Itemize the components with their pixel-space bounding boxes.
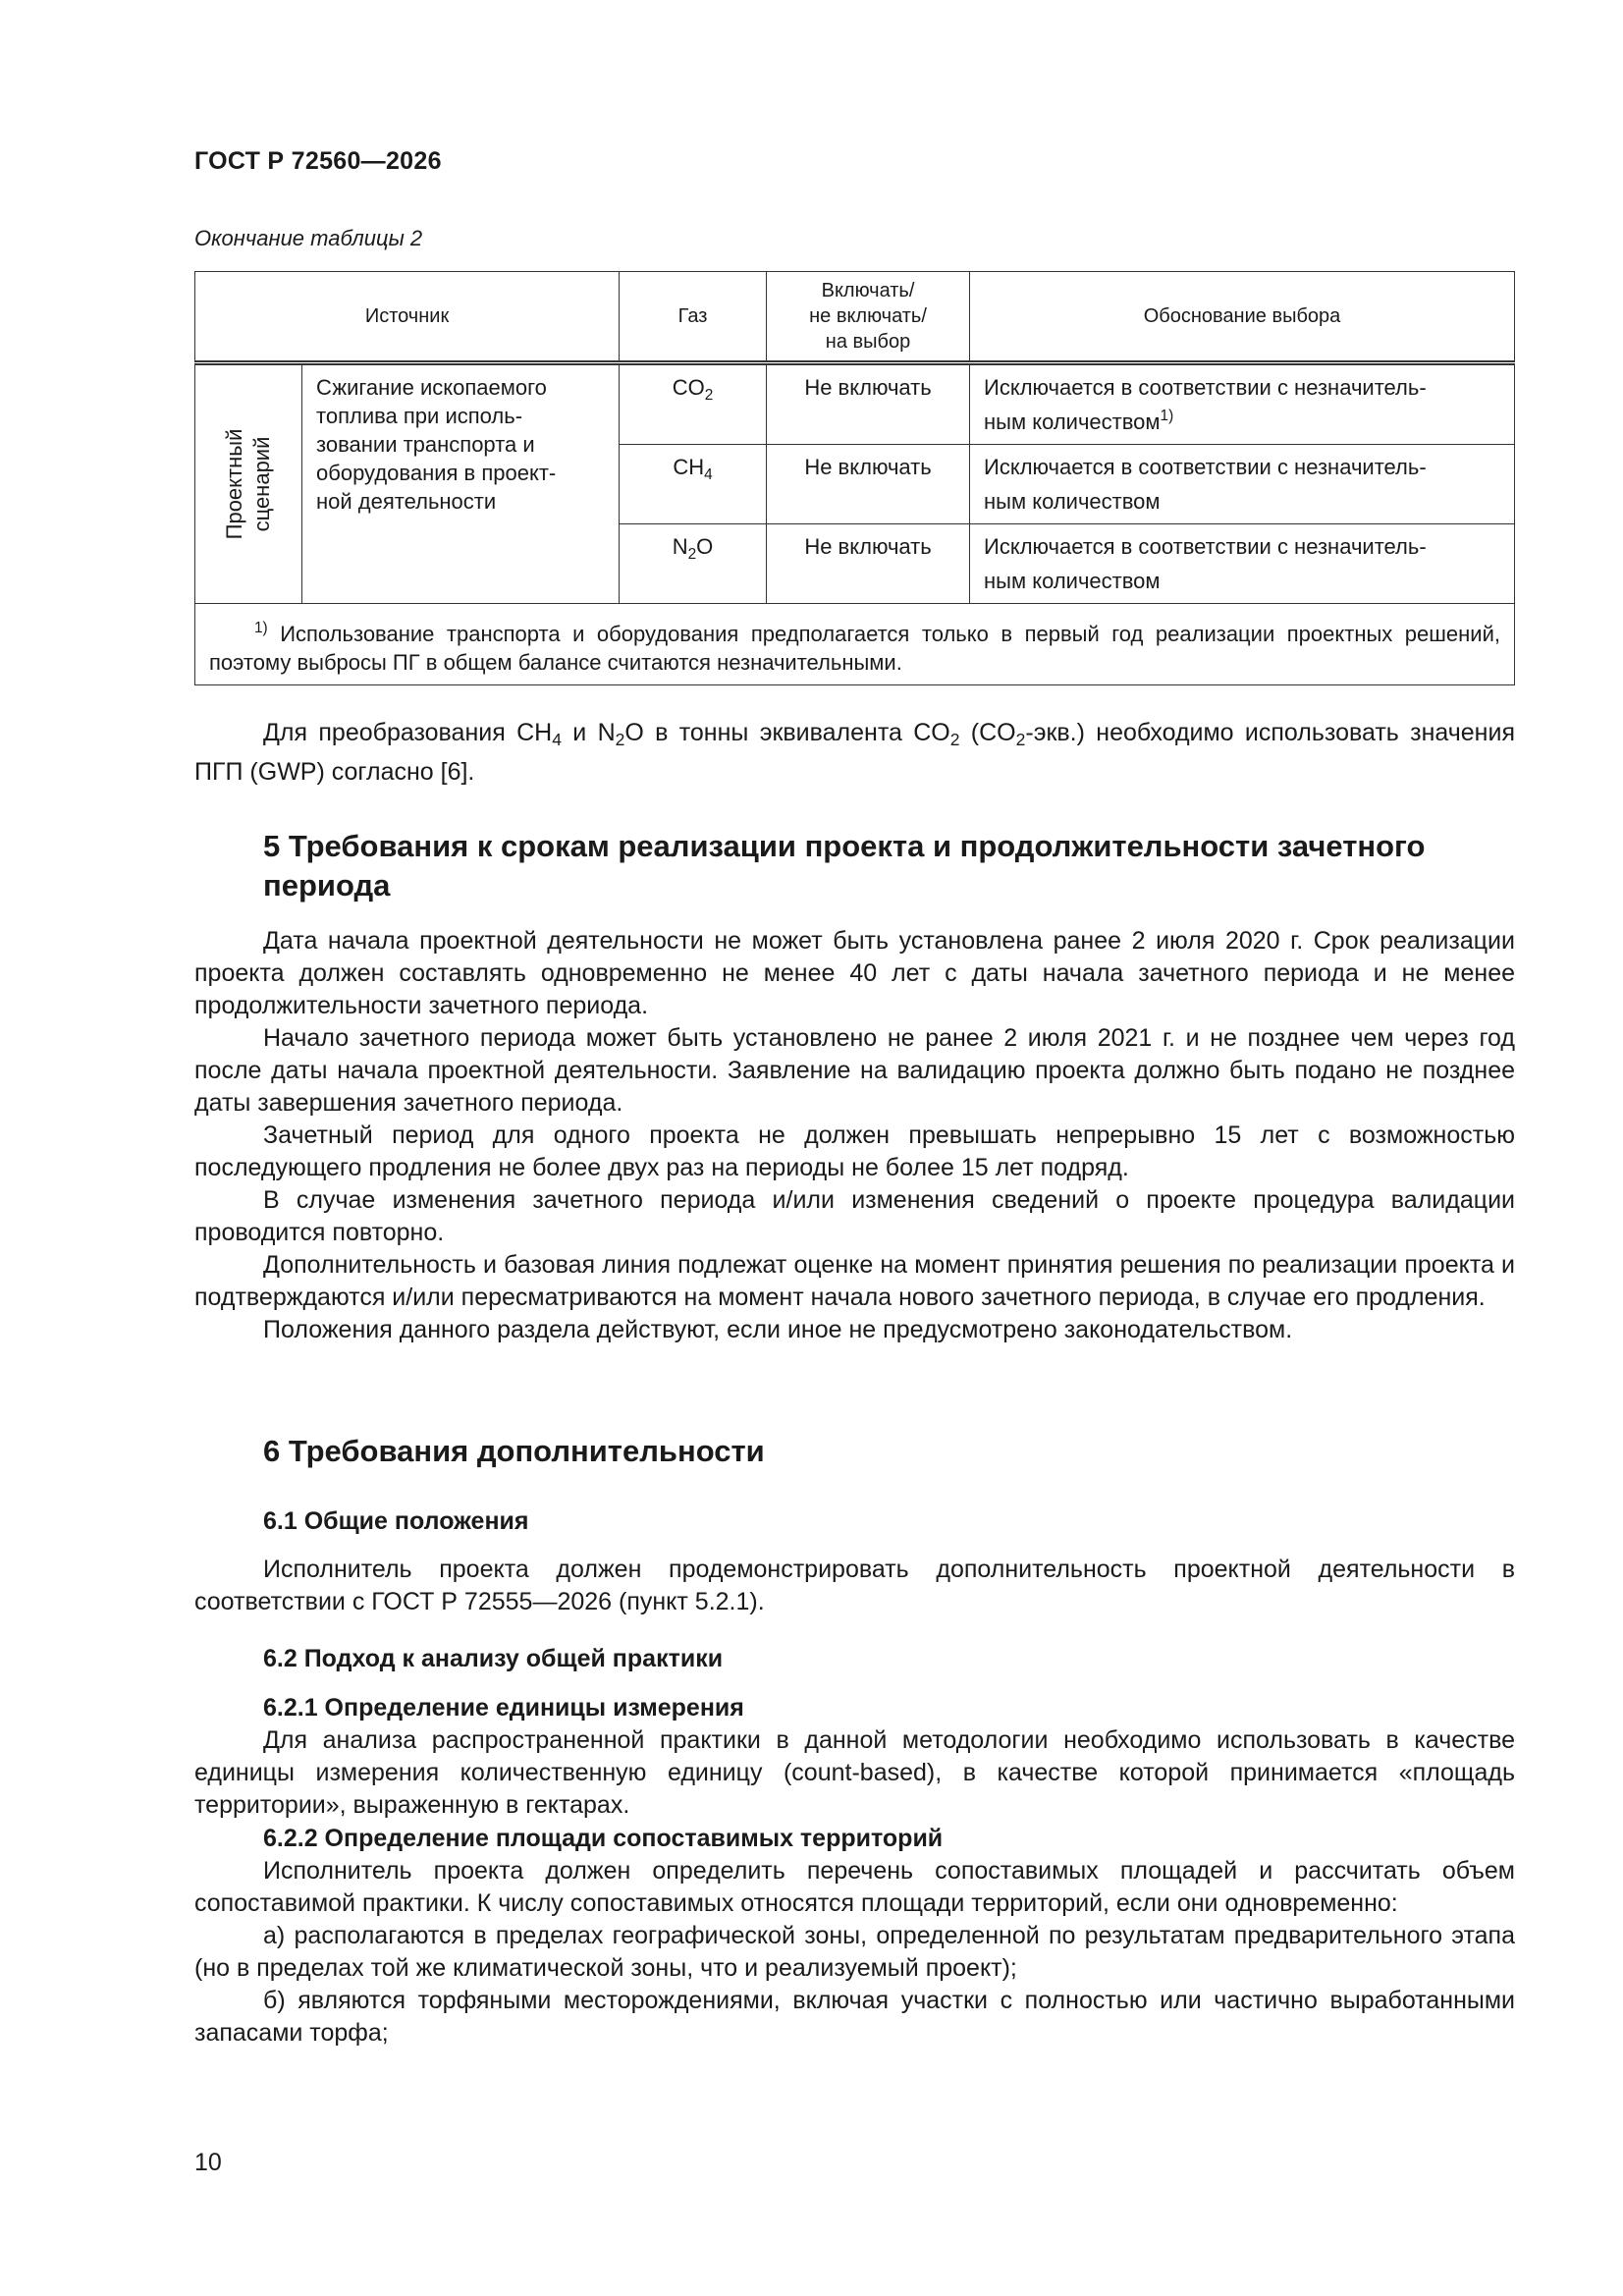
list-item: а) располагаются в пределах географической зоны, определенной по результатам предварительного этапа (но в пределах той же климатической зоны, что и реализуемый проект);	[194, 1922, 1515, 1982]
include-cell: Не включать	[767, 445, 970, 524]
paragraph: Исполнитель проекта должен определить перечень сопоставимых площадей и рассчитать объем сопоставимой практики. К числу сопоставимых относятся площади территорий, если они одновременно:	[194, 1857, 1515, 1917]
reason-cell: Исключается в соответствии с незначитель- ным количеством	[970, 445, 1515, 524]
table-footnote-row	[195, 604, 1515, 685]
paragraph: Дополнительность и базовая линия подлежат оценке на момент принятия решения по реализации проекта и подтверждаются и/или пересматриваются на момент начала нового зачетного периода, в случае его продления.	[194, 1251, 1515, 1311]
scenario-label: Проектный сценарий	[222, 428, 274, 540]
table-caption: Окончание таблицы 2	[194, 226, 423, 250]
paragraph: Начало зачетного периода может быть установлено не ранее 2 июля 2021 г. и не позднее чем через год после даты начала проектной деятельности. Заявление на валидацию проекта должно быть подано не позднее даты завершения зачетного периода.	[194, 1024, 1515, 1117]
table-row	[195, 363, 1515, 445]
subsection-6-2-1-body: Для анализа распространенной практики в данной методологии необходимо использовать в качестве единицы измерения количественную единицу (count-based), в качестве которой принимается «площадь территории», выраженную в гектарах.	[194, 1726, 1515, 1819]
page-number: 10	[194, 2149, 222, 2176]
table-footnote: $^{1)}$ Использование транспорта и оборудования предполагается только в первый год реализации проектных решений, поэтому выбросы ПГ в общем балансе считаются незначительными.	[195, 604, 1515, 685]
subsection-6-2-2-body	[194, 1855, 1515, 2050]
gas-cell: $CH_4$	[620, 445, 767, 524]
subsection-6-1-body: Исполнитель проекта должен продемонстрировать дополнительность проектной деятельности в соответствии с ГОСТ Р 72555—2026 (пункт 5.2.1).	[194, 1556, 1515, 1615]
gas-cell: $N_2O$	[620, 524, 767, 604]
section-6-title: 6 Требования дополнительности	[263, 1434, 765, 1468]
document-id: ГОСТ Р 72560—2026	[194, 147, 442, 175]
subsection-6-2-title: 6.2 Подход к анализу общей практики	[263, 1645, 724, 1672]
sources-table	[194, 271, 1515, 685]
paragraph: Зачетный период для одного проекта не должен превышать непрерывно 15 лет с возможностью последующего продления не более двух раз на периоды не более 15 лет подряд.	[194, 1121, 1515, 1181]
subsection-6-1-title: 6.1 Общие положения	[263, 1507, 529, 1535]
reason-cell: Исключается в соответствии с незначитель- ным количеством$^{1)}$	[970, 363, 1515, 445]
include-cell: Не включать	[767, 524, 970, 604]
header-reason: Обоснование выбора	[970, 272, 1515, 363]
paragraph: В случае изменения зачетного периода и/или изменения сведений о проекте процедура валидации проводится повторно.	[194, 1186, 1515, 1246]
source-cell	[302, 363, 620, 604]
paragraph: Положения данного раздела действуют, если иное не предусмотрено законодательством.	[263, 1316, 1293, 1343]
subsection-6-2-1-title: 6.2.1 Определение единицы измерения	[263, 1694, 744, 1722]
gwp-paragraph: Для преобразования $CH_4$ и $N_2O$ в тонны эквивалента $CO_2$ $(CO_2-экв.)$ необходимо использовать значения ПГП (GWP) согласно [6].	[194, 719, 1515, 786]
reason-cell: Исключается в соответствии с незначитель- ным количеством	[970, 524, 1515, 604]
scenario-cell	[195, 363, 302, 604]
include-cell: Не включать	[767, 363, 970, 445]
header-gas: Газ	[620, 272, 767, 363]
section-5-body	[194, 925, 1515, 1346]
list-item: б) являются торфяными месторождениями, включая участки с полностью или частично выработанными запасами торфа;	[194, 1987, 1515, 2047]
section-5-title: 5 Требования к срокам реализации проекта и продолжительности зачетного периода	[263, 829, 1426, 902]
paragraph: Дата начала проектной деятельности не может быть установлена ранее 2 июля 2020 г. Срок реализации проекта должен составлять одновременно не менее 40 лет с даты начала зачетного периода и не менее продолжительности зачетного периода.	[194, 927, 1515, 1019]
gas-cell: $CO_2$	[620, 363, 767, 445]
table-header-row	[195, 272, 1515, 363]
source-text: Сжигание ископаемого топлива при исполь- зовании транспорта и оборудования в проект- ной деятельности	[316, 375, 557, 514]
header-source: Источник	[195, 272, 620, 363]
subsection-6-2-2-title: 6.2.2 Определение площади сопоставимых территорий	[263, 1825, 944, 1852]
header-include: Включать/ не включать/ на выбор	[767, 272, 970, 363]
